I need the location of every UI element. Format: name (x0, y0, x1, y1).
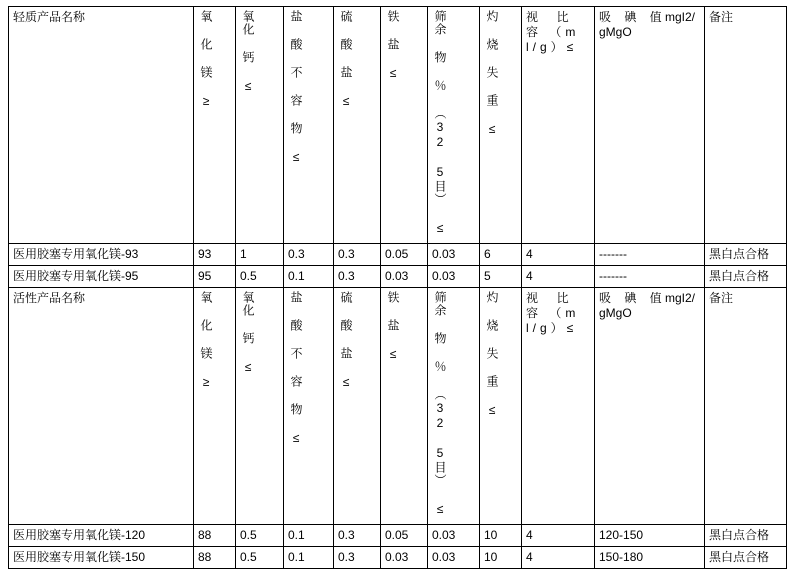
table-row (9, 525, 787, 547)
cell-iron: 0.05 (381, 244, 428, 266)
cell-hcl-insoluble: 0.1 (284, 525, 334, 547)
header-cell-sulfate: 硫 酸 盐 ≤ (334, 7, 381, 244)
cell-apparent-volume: 4 (522, 266, 595, 288)
table-row (9, 266, 787, 288)
cell-mgo: 88 (194, 525, 236, 547)
cell-iron: 0.03 (381, 547, 428, 569)
cell-cao: 0.5 (236, 266, 284, 288)
cell-hcl-insoluble: 0.3 (284, 244, 334, 266)
cell-apparent-volume: 4 (522, 525, 595, 547)
cell-mgo: 93 (194, 244, 236, 266)
header-cell-mgo: 氧 化 镁 ≥ (194, 7, 236, 244)
spec-table (8, 6, 787, 569)
cell-remark: 黑白点合格 (705, 266, 787, 288)
cell-product-name: 医用胶塞专用氧化镁-150 (9, 547, 194, 569)
cell-product-name: 医用胶塞专用氧化镁-95 (9, 266, 194, 288)
header-cell-cao: 氧化 钙 ≤ (236, 7, 284, 244)
cell-hcl-insoluble: 0.1 (284, 547, 334, 569)
header-cell-mgo: 氧 化 镁 ≥ (194, 288, 236, 525)
header-cell-hcl-insoluble: 盐 酸 不 容 物 ≤ (284, 288, 334, 525)
cell-product-name: 医用胶塞专用氧化镁-120 (9, 525, 194, 547)
cell-remark: 黑白点合格 (705, 525, 787, 547)
cell-hcl-insoluble: 0.1 (284, 266, 334, 288)
cell-cao: 0.5 (236, 547, 284, 569)
cell-mgo: 95 (194, 266, 236, 288)
cell-iron: 0.05 (381, 525, 428, 547)
header-cell-iron: 铁 盐 ≤ (381, 288, 428, 525)
header-cell-iron: 铁 盐 ≤ (381, 7, 428, 244)
cell-sieve-residue: 0.03 (428, 266, 480, 288)
header-cell-loss-on-ignition: 灼 烧 失 重 ≤ (480, 7, 522, 244)
header-cell-loss-on-ignition: 灼 烧 失 重 ≤ (480, 288, 522, 525)
table-row (9, 244, 787, 266)
table-row (9, 547, 787, 569)
cell-mgo: 88 (194, 547, 236, 569)
header-cell-remark: 备注 (705, 7, 787, 244)
header-cell-iodine-value: 吸 碘 值 mgI2/gMgO (595, 288, 705, 525)
header-cell-sieve-residue: 筛余 物 ％ （32 5目） ≤ (428, 288, 480, 525)
cell-sieve-residue: 0.03 (428, 547, 480, 569)
cell-remark: 黑白点合格 (705, 244, 787, 266)
cell-sulfate: 0.3 (334, 547, 381, 569)
cell-cao: 0.5 (236, 525, 284, 547)
header-cell-iodine-value: 吸 碘 值 mgI2/gMgO (595, 7, 705, 244)
header-cell-apparent-volume: 视 比 容 （ml/g）≤ (522, 7, 595, 244)
cell-loss-on-ignition: 5 (480, 266, 522, 288)
cell-apparent-volume: 4 (522, 547, 595, 569)
cell-iodine-value: ------- (595, 244, 705, 266)
cell-product-name: 医用胶塞专用氧化镁-93 (9, 244, 194, 266)
header-cell-apparent-volume: 视 比 容 （ml/g）≤ (522, 288, 595, 525)
header-cell-cao: 氧化 钙 ≤ (236, 288, 284, 525)
header-cell-product-name: 轻质产品名称 (9, 7, 194, 244)
cell-loss-on-ignition: 10 (480, 525, 522, 547)
cell-sulfate: 0.3 (334, 244, 381, 266)
cell-sieve-residue: 0.03 (428, 525, 480, 547)
header-cell-sieve-residue: 筛余 物 ％ （32 5目） ≤ (428, 7, 480, 244)
cell-sieve-residue: 0.03 (428, 244, 480, 266)
table-header-row-active (9, 288, 787, 525)
cell-remark: 黑白点合格 (705, 547, 787, 569)
document-page (0, 6, 786, 564)
header-cell-hcl-insoluble: 盐 酸 不 容 物 ≤ (284, 7, 334, 244)
table-header-row-light (9, 7, 787, 244)
header-cell-remark: 备注 (705, 288, 787, 525)
cell-iron: 0.03 (381, 266, 428, 288)
cell-sulfate: 0.3 (334, 266, 381, 288)
header-cell-sulfate: 硫 酸 盐 ≤ (334, 288, 381, 525)
cell-loss-on-ignition: 6 (480, 244, 522, 266)
cell-iodine-value: 120-150 (595, 525, 705, 547)
cell-cao: 1 (236, 244, 284, 266)
cell-loss-on-ignition: 10 (480, 547, 522, 569)
cell-sulfate: 0.3 (334, 525, 381, 547)
cell-iodine-value: 150-180 (595, 547, 705, 569)
cell-apparent-volume: 4 (522, 244, 595, 266)
header-cell-product-name: 活性产品名称 (9, 288, 194, 525)
cell-iodine-value: ------- (595, 266, 705, 288)
